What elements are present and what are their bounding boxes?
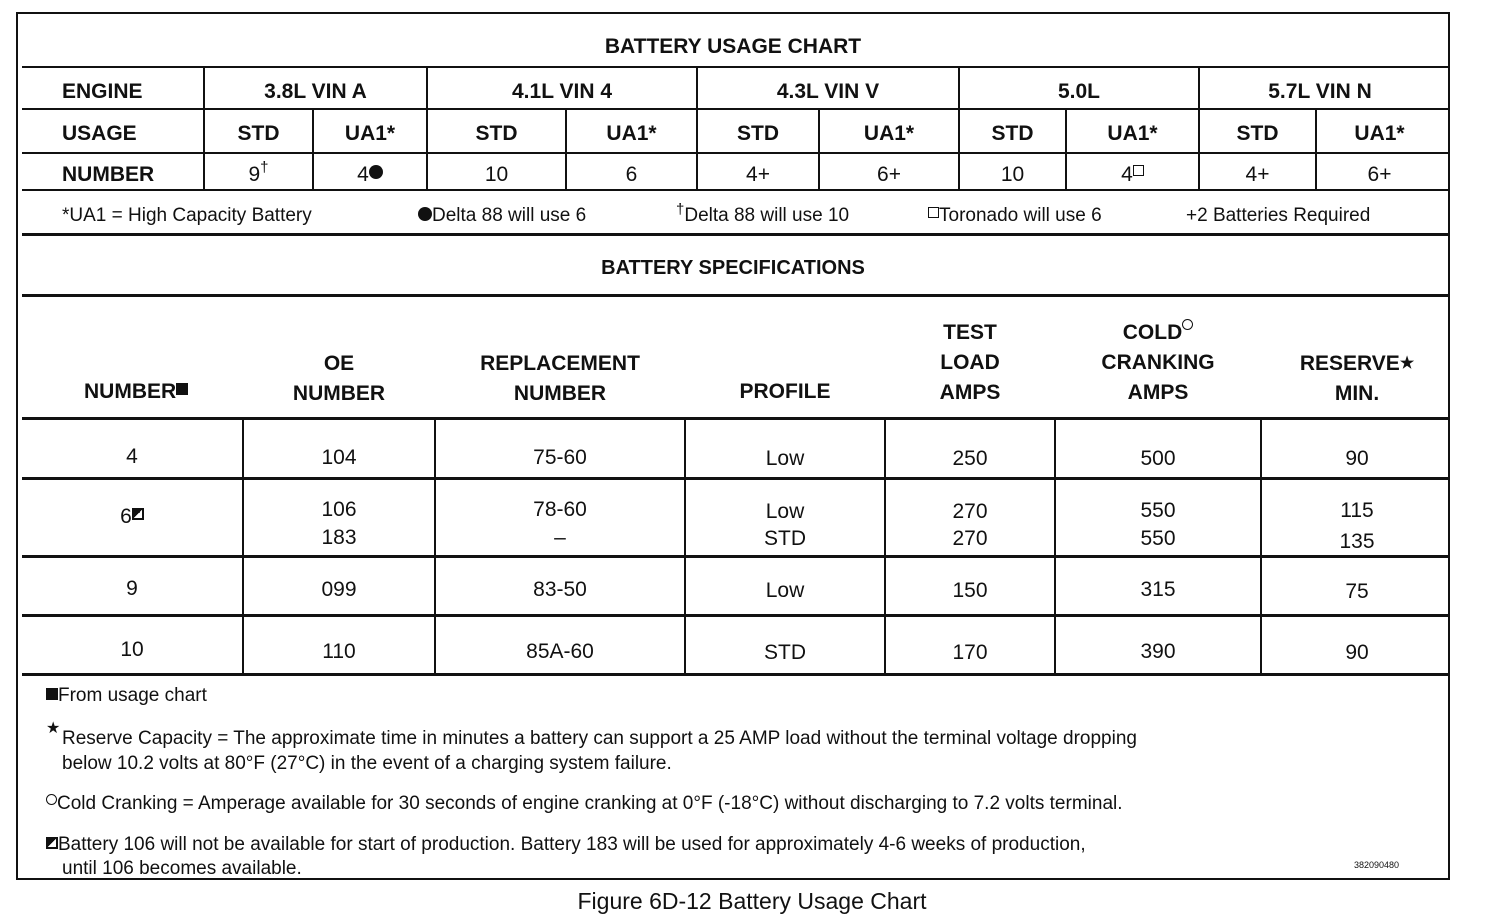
divider [22, 614, 1450, 617]
note-reserve-line2: below 10.2 volts at 80°F (27°C) in the event of a charging system failure. [62, 753, 672, 774]
spec-test-load: 250 [952, 447, 988, 470]
spec-header-replacement: REPLACEMENT NUMBER [480, 352, 640, 405]
divider [22, 189, 1450, 191]
filled-square-icon [46, 688, 58, 700]
spec-oe: 099 [321, 578, 357, 601]
spec-header-number: NUMBER [84, 380, 188, 404]
divider [22, 417, 1450, 420]
usage-number: 6+ [1367, 163, 1392, 186]
divider [22, 152, 1450, 154]
spec-reserve: 90 [1345, 447, 1369, 470]
two-batteries-footnote: +2 Batteries Required [1186, 205, 1371, 226]
figure-caption: Figure 6D-12 Battery Usage Chart [577, 888, 927, 914]
spec-cold-cranking: 390 [1140, 640, 1176, 663]
note-cold: Cold Cranking = Amperage available for 30 seconds of engine cranking at 0°F (-18°C) without discharging to 7.2 volts terminal. [46, 793, 1123, 815]
ua1-header: UA1* [1354, 122, 1405, 145]
delta10-footnote: †Delta 88 will use 10 [676, 201, 850, 226]
divider [22, 233, 1450, 236]
half-square-icon [132, 508, 144, 520]
divider [22, 66, 1450, 68]
spec-replacement: 78-60 – [533, 498, 587, 549]
spec-profile: STD [764, 641, 806, 664]
spec-test-load: 150 [952, 579, 988, 602]
engine-header: 5.0L [1057, 80, 1101, 103]
spec-oe: 106 183 [321, 498, 357, 549]
usage-number: 6+ [877, 163, 901, 186]
spec-oe: 104 [321, 446, 357, 469]
spec-replacement: 75-60 [533, 446, 587, 469]
spec-replacement: 83-50 [533, 578, 587, 601]
usage-number: 6 [625, 163, 638, 186]
filled-dot-icon [418, 207, 432, 221]
usage-chart-title: BATTERY USAGE CHART [604, 35, 862, 58]
spec-test-load: 170 [952, 641, 988, 664]
spec-profile: Low STD [764, 500, 806, 550]
star-mark [46, 717, 60, 739]
divider [22, 294, 1450, 297]
half-square-icon [46, 837, 58, 849]
spec-replacement: 85A-60 [526, 640, 594, 663]
ua1-header: UA1* [344, 122, 396, 145]
dagger-mark: † [260, 159, 269, 176]
engine-header: 5.7L VIN N [1268, 80, 1372, 103]
spec-reserve: 115 135 [1339, 499, 1375, 553]
spec-profile: Low [765, 447, 805, 470]
usage-number: 4 [314, 163, 426, 187]
spec-reserve: 90 [1345, 641, 1369, 664]
spec-test-load: 270 270 [952, 500, 988, 550]
usage-number: 10 [484, 163, 509, 186]
divider [22, 477, 1450, 480]
open-square-icon [928, 207, 939, 218]
filled-dot-icon [369, 165, 383, 179]
spec-header-test-load: TEST LOAD AMPS [939, 321, 1001, 404]
open-circle-icon [46, 794, 57, 805]
toronado-footnote: Toronado will use 6 [928, 205, 1102, 227]
spec-title: BATTERY SPECIFICATIONS [601, 257, 865, 279]
ua1-header: UA1* [606, 122, 657, 145]
usage-number: 4+ [746, 163, 770, 186]
std-header: STD [475, 122, 518, 145]
star-icon: ★ [46, 720, 61, 737]
filled-square-icon [176, 383, 188, 395]
spec-number: 6 [22, 505, 242, 529]
ua1-header: UA1* [863, 122, 915, 145]
spec-header-reserve: RESERVE★ MIN. [1299, 352, 1415, 405]
std-header: STD [237, 122, 280, 145]
engine-header: 4.3L VIN V [776, 80, 880, 103]
usage-number: 4 [1067, 163, 1198, 187]
divider [22, 673, 1450, 676]
document-code: 382090480 [1354, 860, 1400, 870]
std-header: STD [991, 122, 1034, 145]
note-battery-line1: Battery 106 will not be available for start of production. Battery 183 will be used for approximately 4-6 weeks of production, [46, 834, 1086, 856]
spec-reserve: 75 [1345, 580, 1369, 603]
spec-profile: Low [765, 579, 805, 602]
spec-oe: 110 [322, 640, 356, 663]
std-header: STD [737, 122, 779, 145]
note-reserve-line1: Reserve Capacity = The approximate time in minutes a battery can support a 25 AMP load without the terminal voltage dropping [62, 728, 1137, 749]
spec-header-oe: OE NUMBER [292, 352, 386, 405]
row-label-number: NUMBER [62, 163, 155, 186]
note-from-usage: From usage chart [46, 685, 207, 707]
open-circle-icon [1182, 319, 1193, 330]
open-square-icon [1133, 165, 1144, 176]
delta6-footnote: Delta 88 will use 6 [418, 205, 586, 227]
row-label-engine: ENGINE [62, 80, 143, 103]
divider [22, 555, 1450, 558]
spec-number: 4 [126, 445, 138, 468]
spec-header-cold-cranking: COLD CRANKING AMPS [1101, 321, 1215, 404]
engine-header: 4.1L VIN 4 [512, 80, 612, 103]
engine-header: 3.8L VIN A [264, 80, 367, 103]
spec-cold-cranking: 315 [1140, 578, 1176, 601]
spec-header-profile: PROFILE [739, 380, 831, 403]
usage-number: 4+ [1245, 163, 1270, 186]
spec-cold-cranking: 550 550 [1140, 499, 1176, 550]
std-header: STD [1236, 122, 1279, 145]
ua1-footnote: *UA1 = High Capacity Battery [62, 205, 312, 226]
row-label-usage: USAGE [62, 122, 137, 145]
ua1-header: UA1* [1107, 122, 1158, 145]
note-battery-line2: until 106 becomes available. [62, 858, 302, 879]
spec-cold-cranking: 500 [1140, 447, 1176, 470]
usage-number: 10 [1000, 163, 1025, 186]
star-icon: ★ [1399, 355, 1415, 372]
usage-number: 9† [248, 159, 269, 186]
spec-number: 10 [120, 638, 144, 661]
divider [22, 108, 1450, 110]
spec-number: 9 [126, 577, 138, 600]
